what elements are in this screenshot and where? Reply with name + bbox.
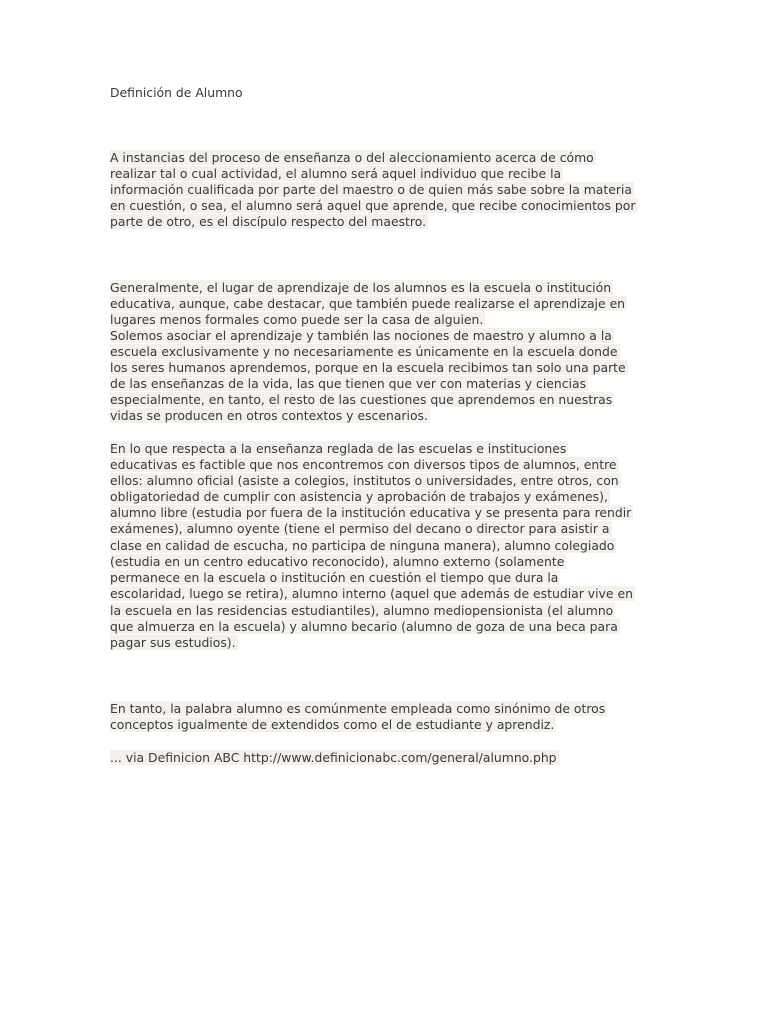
paragraph-line: escolaridad, luego se retira), alumno interno (aquel que además de estudiar vive en bbox=[110, 586, 633, 601]
paragraph-line: alumno libre (estudia por fuera de la institución educativa y se presenta para rendir bbox=[110, 505, 632, 520]
paragraph-line: Solemos asociar el aprendizaje y también las nociones de maestro y alumno a la bbox=[110, 328, 612, 343]
paragraph-line: clase en calidad de escucha, no participa de ninguna manera), alumno colegiado bbox=[110, 538, 615, 553]
paragraph-line: ellos: alumno oficial (asiste a colegios, institutos o universidades, entre otros, con bbox=[110, 473, 619, 488]
paragraph-line: Generalmente, el lugar de aprendizaje de los alumnos es la escuela o institución bbox=[110, 280, 612, 295]
paragraph-line: En lo que respecta a la enseñanza reglada de las escuelas e instituciones bbox=[110, 441, 567, 456]
paragraph-line: conceptos igualmente de extendidos como el de estudiante y aprendiz. bbox=[110, 717, 555, 732]
paragraph-line: En tanto, la palabra alumno es comúnmente empleada como sinónimo de otros bbox=[110, 701, 606, 716]
paragraph-line: especialmente, en tanto, el resto de las cuestiones que aprendemos en nuestras bbox=[110, 392, 613, 407]
paragraph-line: información cualificada por parte del maestro o de quien más sabe sobre la materia bbox=[110, 182, 633, 197]
paragraph-line: que almuerza en la escuela) y alumno becario (alumno de goza de una beca para bbox=[110, 619, 618, 634]
paragraph-line: de las enseñanzas de la vida, las que tienen que ver con materias y ciencias bbox=[110, 376, 587, 391]
paragraph-line: A instancias del proceso de enseñanza o del aleccionamiento acerca de cómo bbox=[110, 150, 594, 165]
paragraph-line: vidas se producen en otros contextos y escenarios. bbox=[110, 408, 428, 423]
paragraph-line: obligatoriedad de cumplir con asistencia y aprobación de trabajos y exámenes), bbox=[110, 489, 608, 504]
document-title: Definición de Alumno bbox=[110, 85, 243, 100]
source-citation: ... via Definicion ABC http://www.definicionabc.com/general/alumno.php bbox=[110, 750, 557, 765]
paragraph-line: educativas es factible que nos encontremos con diversos tipos de alumnos, entre bbox=[110, 457, 617, 472]
paragraph-line: permanece en la escuela o institución en cuestión el tiempo que dura la bbox=[110, 570, 559, 585]
paragraph-line: exámenes), alumno oyente (tiene el permiso del decano o director para asistir a bbox=[110, 521, 610, 536]
paragraph-line: parte de otro, es el discípulo respecto del maestro. bbox=[110, 214, 427, 229]
paragraph-line: (estudia en un centro educativo reconocido), alumno externo (solamente bbox=[110, 554, 565, 569]
paragraph-line: la escuela en las residencias estudiantiles), alumno mediopensionista (el alumno bbox=[110, 603, 614, 618]
paragraph-line: lugares menos formales como puede ser la casa de alguien. bbox=[110, 312, 484, 327]
paragraph-line: realizar tal o cual actividad, el alumno será aquel individuo que recibe la bbox=[110, 166, 562, 181]
paragraph-line: escuela exclusivamente y no necesariamente es únicamente en la escuela donde bbox=[110, 344, 618, 359]
paragraph-line: pagar sus estudios). bbox=[110, 635, 236, 650]
paragraph-line: educativa, aunque, cabe destacar, que también puede realizarse el aprendizaje en bbox=[110, 296, 626, 311]
paragraph-line: los seres humanos aprendemos, porque en la escuela recibimos tan solo una parte bbox=[110, 360, 626, 375]
paragraph-line: en cuestión, o sea, el alumno será aquel que aprende, que recibe conocimientos por bbox=[110, 198, 636, 213]
